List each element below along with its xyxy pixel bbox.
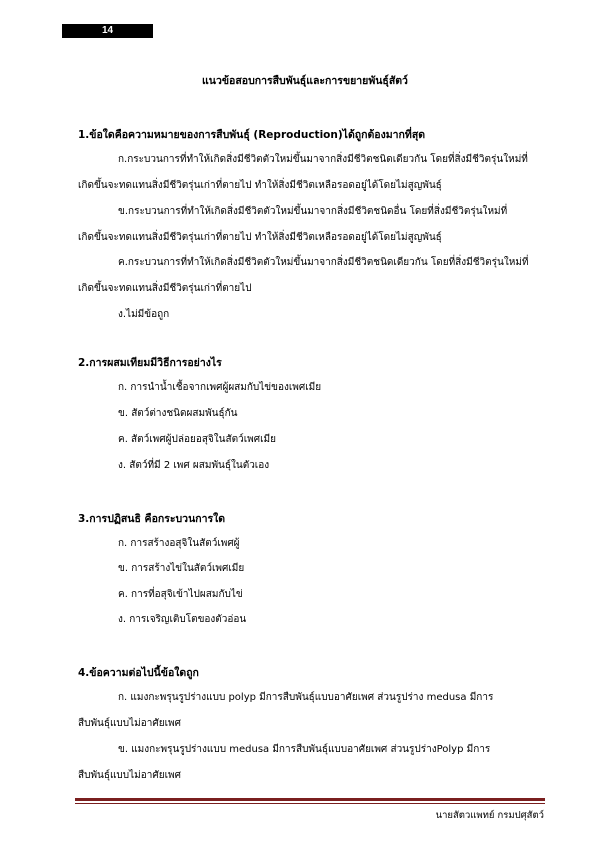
q4-choice-b: ข. แมงกะพรุนรูปร่างแบบ medusa มีการสืบพันธุ์แบบอาศัยเพศ ส่วนรูปร่างPolyp มีการ <box>118 744 491 755</box>
q1-choice-a-cont: เกิดขึ้นจะทดแทนสิ่งมีชีวิตรุ่นเก่าที่ตายไป ทำให้สิ่งมีชีวิตเหลือรอดอยู่ได้โดยไม่สูญพันธุ์ <box>78 180 442 191</box>
page-number-badge: 14 <box>62 24 153 38</box>
question-1: 1.ข้อใดคือความหมายของการสืบพันธุ์ (Reproduction)ได้ถูกต้องมากที่สุด <box>78 129 426 141</box>
footer-rule-thick <box>75 798 545 801</box>
q2-choice-b: ข. สัตว์ต่างชนิดผสมพันธุ์กัน <box>118 408 238 419</box>
q3-choice-b: ข. การสร้างไข่ในสัตว์เพศเมีย <box>118 563 245 574</box>
footer-author: นายสัตวแพทย์ กรมปศุสัตว์ <box>435 810 544 821</box>
q4-choice-a: ก. แมงกะพรุนรูปร่างแบบ polyp มีการสืบพันธุ์แบบอาศัยเพศ ส่วนรูปร่าง medusa มีการ <box>118 692 494 703</box>
q3-choice-a: ก. การสร้างอสุจิในสัตว์เพศผู้ <box>118 538 240 549</box>
q1-choice-c-cont: เกิดขึ้นจะทดแทนสิ่งมีชีวิตรุ่นเก่าที่ตายไป <box>78 283 252 294</box>
q1-choice-d: ง.ไม่มีข้อถูก <box>118 309 170 320</box>
question-2: 2.การผสมเทียมมีวิธีการอย่างไร <box>78 357 222 369</box>
q2-choice-d: ง. สัตว์ที่มี 2 เพศ ผสมพันธุ์ในตัวเอง <box>118 460 270 471</box>
q1-choice-a: ก.กระบวนการที่ทำให้เกิดสิ่งมีชีวิตตัวใหม่ขึ้นมาจากสิ่งมีชีวิตชนิดเดียวกัน โดยที่สิ่งมีชีวิตรุ่นใหม่ที่ <box>118 154 528 165</box>
question-3: 3.การปฏิสนธิ คือกระบวนการใด <box>78 513 226 525</box>
q2-choice-c: ค. สัตว์เพศผู้ปล่อยอสุจิในสัตว์เพศเมีย <box>118 434 276 445</box>
q3-choice-d: ง. การเจริญเติบโตของตัวอ่อน <box>118 614 247 625</box>
q3-choice-c: ค. การที่อสุจิเข้าไปผสมกับไข่ <box>118 589 243 600</box>
q1-choice-c: ค.กระบวนการที่ทำให้เกิดสิ่งมีชีวิตตัวใหม่ขึ้นมาจากสิ่งมีชีวิตชนิดเดียวกัน โดยที่สิ่งมีชีวิตรุ่นใหม่ที่ <box>118 257 529 268</box>
question-4: 4.ข้อความต่อไปนี้ข้อใดถูก <box>78 667 199 679</box>
q2-choice-a: ก. การนำน้ำเชื้อจากเพศผู้ผสมกับไข่ของเพศเมีย <box>118 382 322 393</box>
page-title: แนวข้อสอบการสืบพันธุ์และการขยายพันธุ์สัตว์ <box>202 75 408 87</box>
q4-choice-a-cont: สืบพันธุ์แบบไม่อาศัยเพศ <box>78 718 181 729</box>
q1-choice-b-cont: เกิดขึ้นจะทดแทนสิ่งมีชีวิตรุ่นเก่าที่ตายไป ทำให้สิ่งมีชีวิตเหลือรอดอยู่ได้โดยไม่สูญพันธุ์ <box>78 232 442 243</box>
q4-choice-b-cont: สืบพันธุ์แบบไม่อาศัยเพศ <box>78 770 181 781</box>
q1-choice-b: ข.กระบวนการที่ทำให้เกิดสิ่งมีชีวิตตัวใหม่ขึ้นมาจากสิ่งมีชีวิตชนิดอื่น โดยที่สิ่งมีชีวิตรุ่นใหม่ที่ <box>118 206 508 217</box>
footer-rule-thin <box>75 803 545 804</box>
